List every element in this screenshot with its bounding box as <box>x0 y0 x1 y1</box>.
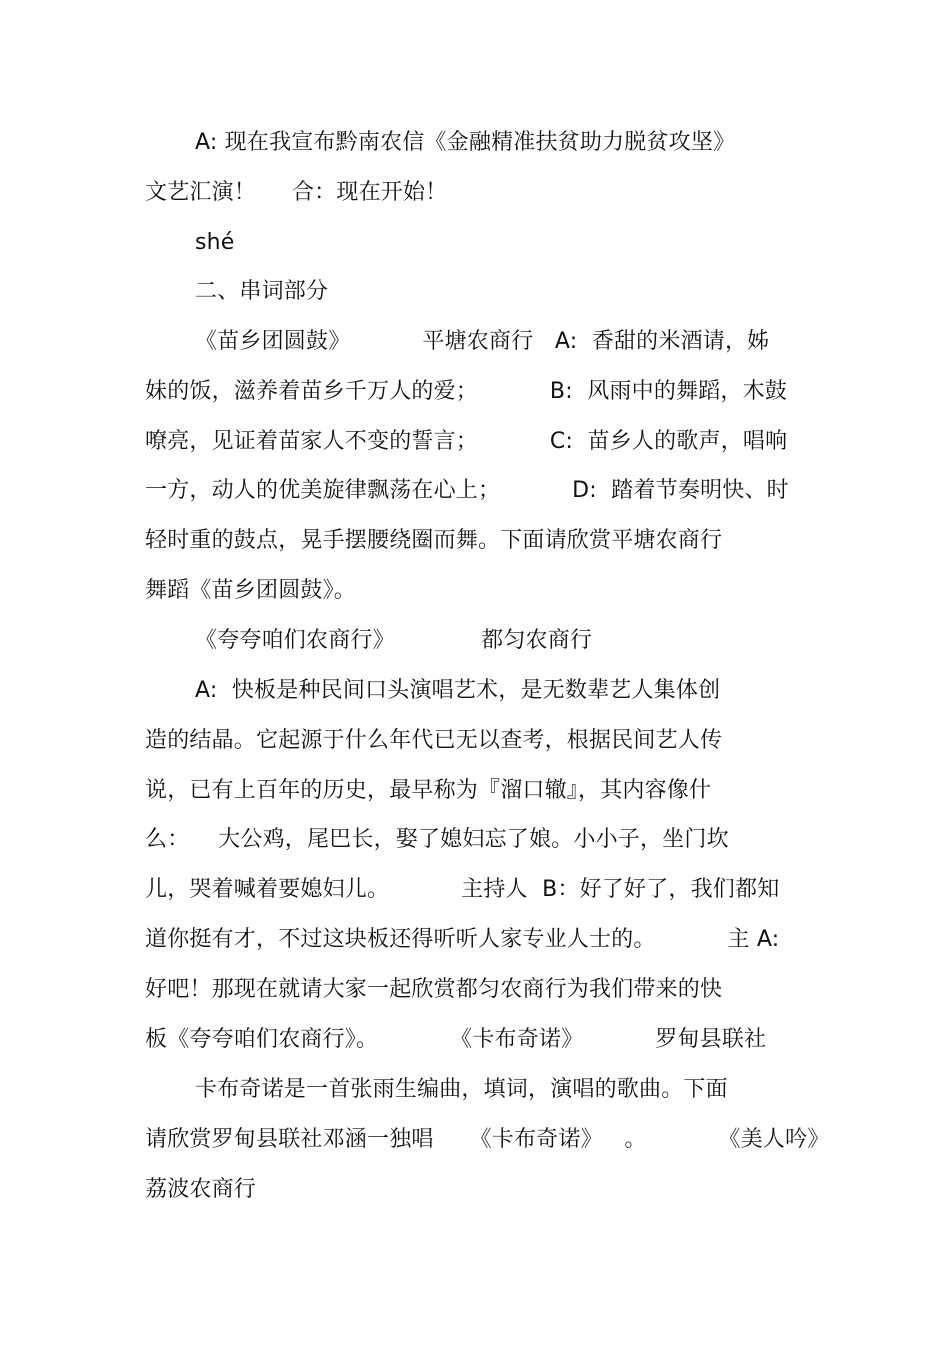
text-line: 儿，哭着喊着要媳妇儿。 主持人 B：好了好了，我们都知 <box>145 877 780 902</box>
text-line: 嘹亮，见证着苗家人不变的誓言； C: 苗乡人的歌声，唱响 <box>145 429 788 454</box>
text-line: 文艺汇演！ 合：现在开始！ <box>145 180 448 205</box>
text-line: A: 现在我宣布黔南农信《金融精准扶贫助力脱贫攻坚》 <box>195 130 736 155</box>
text-line: 么： 大公鸡，尾巴长，娶了媳妇忘了娘。小小子，坐门坎 <box>145 827 729 852</box>
text-line: 道你挺有才，不过这块板还得听听人家专业人士的。 主 A: <box>145 927 780 952</box>
text-line: 《苗乡团圆鼓》 平塘农商行 A: 香甜的米酒请，姊 <box>195 329 770 354</box>
text-line: 说，已有上百年的历史，最早称为『溜口辙』，其内容像什 <box>145 778 712 803</box>
text-line: 一方，动人的优美旋律飘荡在心上； D: 踏着节奏明快、时 <box>145 478 789 503</box>
text-line: 轻时重的鼓点，晃手摆腰绕圈而舞。下面请欣赏平塘农商行 <box>145 528 723 553</box>
text-line: 《夸夸咱们农商行》 都匀农商行 <box>195 628 593 653</box>
section-heading: 二、串词部分 <box>195 279 329 304</box>
text-line: 妹的饭，滋养着苗乡千万人的爱； B: 风雨中的舞蹈，木鼓 <box>145 379 788 404</box>
text-line: 请欣赏罗甸县联社邓涵一独唱 《卡布奇诺》 。 《美人吟》 <box>145 1127 830 1152</box>
text-line: 好吧！那现在就请大家一起欣赏都匀农商行为我们带来的快 <box>145 977 723 1002</box>
text-line: 卡布奇诺是一首张雨生编曲，填词，演唱的歌曲。下面 <box>195 1077 728 1102</box>
text-line: shé <box>195 230 235 255</box>
text-line: 荔波农商行 <box>145 1177 257 1202</box>
text-line: 舞蹈《苗乡团圆鼓》。 <box>145 578 357 603</box>
text-line: A: 快板是种民间口头演唱艺术，是无数辈艺人集体创 <box>195 678 721 703</box>
text-line: 板《夸夸咱们农商行》。 《卡布奇诺》 罗甸县联社 <box>145 1027 767 1052</box>
text-line: 造的结晶。它起源于什么年代已无以查考，根据民间艺人传 <box>145 728 723 753</box>
